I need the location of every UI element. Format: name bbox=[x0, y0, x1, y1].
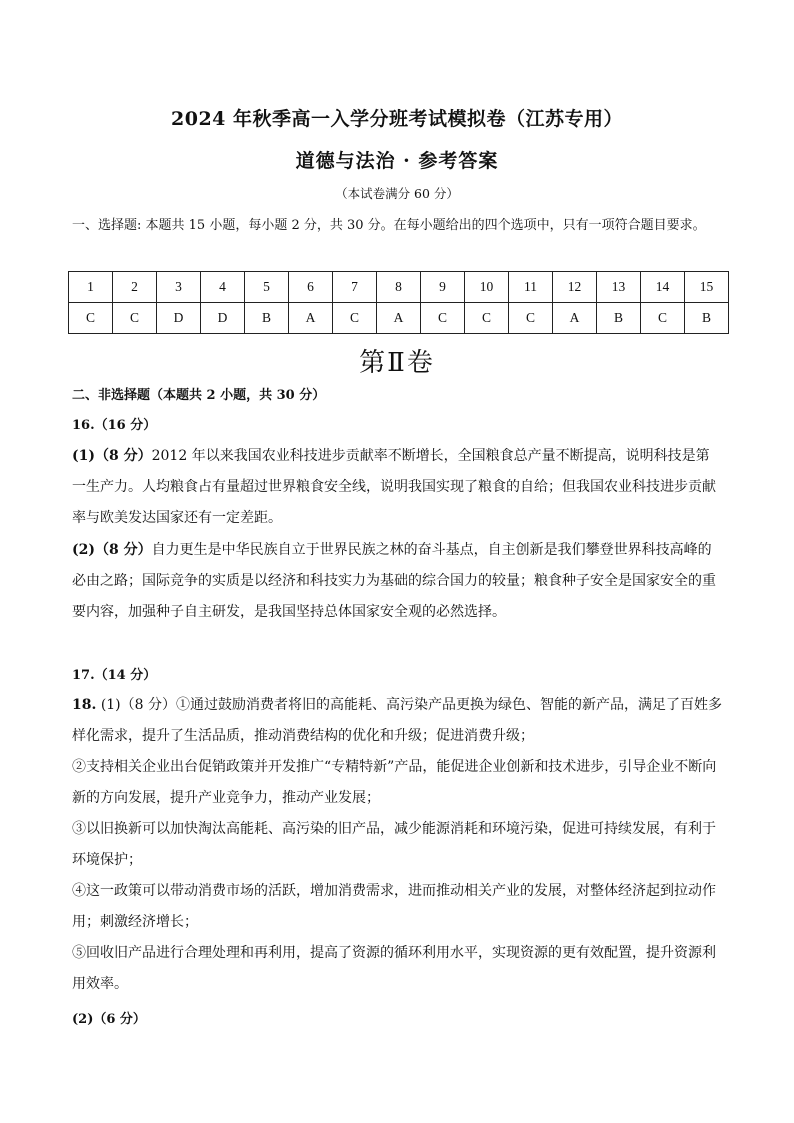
answer-cell: C bbox=[509, 303, 553, 334]
q16-part2-prefix: (2)（8 分） bbox=[72, 542, 152, 558]
question-number-cell: 2 bbox=[113, 272, 157, 303]
answer-cell: C bbox=[641, 303, 685, 334]
q18-point2: ②支持相关企业出台促销政策并开发推广“专精特新”产品，能促进企业创新和技术进步，引导企业不断向新的方向发展，提升产业竞争力，推动产业发展； bbox=[72, 759, 717, 806]
score-note: （本试卷满分 60 分） bbox=[335, 186, 459, 201]
question-number-cell: 6 bbox=[289, 272, 333, 303]
answer-cell: C bbox=[333, 303, 377, 334]
answer-table bbox=[68, 271, 729, 334]
q18-point5: ⑤回收旧产品进行合理处理和再利用，提高了资源的循环利用水平，实现资源的更有效配置，提升资源利用效率。 bbox=[72, 945, 716, 992]
section2-heading: 二、非选择题（本题共 2 小题，共 30 分） bbox=[72, 388, 326, 403]
answer-cell: A bbox=[289, 303, 333, 334]
volume-heading: 第Ⅱ卷 bbox=[359, 348, 435, 378]
question-number-cell: 8 bbox=[377, 272, 421, 303]
q18-point4: ④这一政策可以带动消费市场的活跃，增加消费需求，进而推动相关产业的发展，对整体经济起到拉动作用；刺激经济增长； bbox=[72, 883, 716, 930]
question-18-label: 18. bbox=[72, 697, 97, 713]
question-number-cell: 1 bbox=[69, 272, 113, 303]
answer-cell: B bbox=[597, 303, 641, 334]
question-number-cell: 15 bbox=[685, 272, 729, 303]
question-number-cell: 14 bbox=[641, 272, 685, 303]
question-number-cell: 11 bbox=[509, 272, 553, 303]
q18-part1-answer bbox=[72, 690, 722, 752]
answer-cell: C bbox=[421, 303, 465, 334]
question-16-label: 16.（16 分） bbox=[72, 418, 157, 433]
answer-cell: B bbox=[245, 303, 289, 334]
q18-part2-label: (2)（6 分） bbox=[72, 1012, 146, 1027]
q18-point3: ③以旧换新可以加快淘汰高能耗、高污染的旧产品，减少能源消耗和环境污染，促进可持续发展，有利于环境保护； bbox=[72, 821, 716, 868]
question-17-label: 17.（14 分） bbox=[72, 668, 157, 683]
page-subtitle: 道德与法治 · 参考答案 bbox=[295, 150, 499, 172]
answer-table-number-row bbox=[69, 272, 729, 303]
question-number-cell: 9 bbox=[421, 272, 465, 303]
section1-heading: 一、选择题: 本题共 15 小题，每小题 2 分，共 30 分。在每小题给出的四个选项中，只有一项符合题目要求。 bbox=[72, 218, 706, 233]
answer-cell: A bbox=[553, 303, 597, 334]
q16-part1-text: 2012 年以来我国农业科技进步贡献率不断增长，全国粮食总产量不断提高，说明科技是第一生产力。人均粮食占有量超过世界粮食安全线，说明我国实现了粮食的自给；但我国农业科技进步贡献率与欧美发达国家还有一定差距。 bbox=[72, 448, 716, 526]
answer-cell: C bbox=[69, 303, 113, 334]
q16-part1-prefix: (1)（8 分） bbox=[72, 448, 152, 464]
question-number-cell: 10 bbox=[465, 272, 509, 303]
question-number-cell: 7 bbox=[333, 272, 377, 303]
q18-point1-text: ①通过鼓励消费者将旧的高能耗、高污染产品更换为绿色、智能的新产品，满足了百姓多样化需求，提升了生活品质，推动消费结构的优化和升级；促进消费升级； bbox=[72, 697, 723, 744]
q16-part1-answer bbox=[72, 441, 722, 534]
q16-part2-text: 自力更生是中华民族自立于世界民族之林的奋斗基点，自主创新是我们攀登世界科技高峰的必由之路；国际竞争的实质是以经济和科技实力为基础的综合国力的较量；粮食种子安全是国家安全的重要内容，加强种子自主研发，是我国坚持总体国家安全观的必然选择。 bbox=[72, 542, 716, 620]
question-number-cell: 5 bbox=[245, 272, 289, 303]
answer-cell: C bbox=[113, 303, 157, 334]
answer-cell: C bbox=[465, 303, 509, 334]
answer-cell: A bbox=[377, 303, 421, 334]
q16-part2-answer bbox=[72, 535, 722, 628]
question-number-cell: 13 bbox=[597, 272, 641, 303]
answer-cell: D bbox=[157, 303, 201, 334]
page-title: 2024 年秋季高一入学分班考试模拟卷（江苏专用） bbox=[171, 108, 623, 130]
answer-cell: B bbox=[685, 303, 729, 334]
question-number-cell: 4 bbox=[201, 272, 245, 303]
question-number-cell: 12 bbox=[553, 272, 597, 303]
question-number-cell: 3 bbox=[157, 272, 201, 303]
answer-table-answer-row bbox=[69, 303, 729, 334]
answer-cell: D bbox=[201, 303, 245, 334]
q18-part1-prefix: (1)（8 分） bbox=[100, 697, 177, 713]
